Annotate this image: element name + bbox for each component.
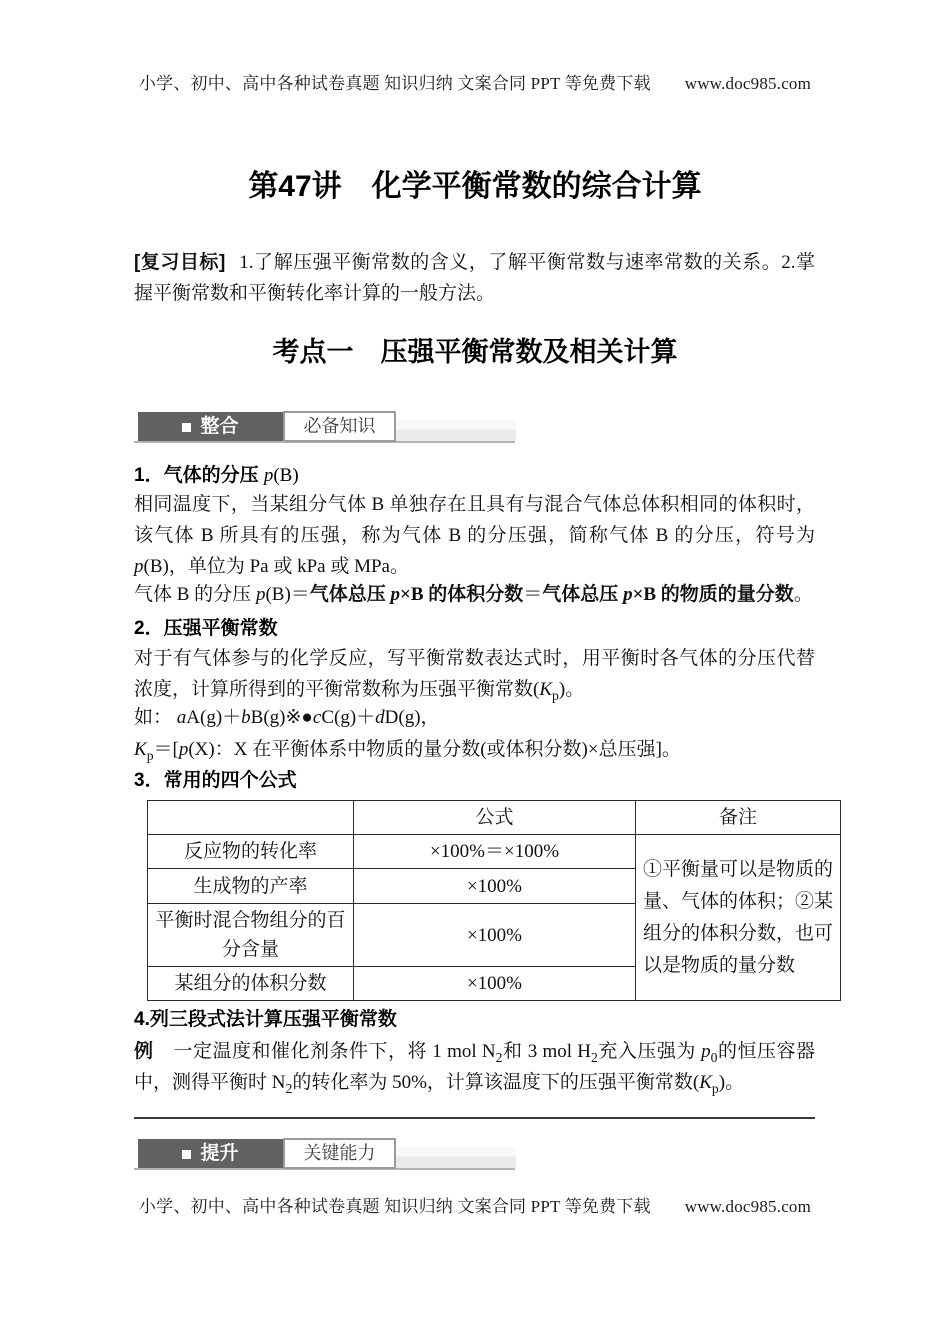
badge-integrate bbox=[134, 411, 516, 444]
table-header-row bbox=[148, 801, 841, 835]
para-kp-definition: 对于有气体参与的化学反应，写平衡常数表达式时，用平衡时各气体的分压代替浓度，计算所得到的平衡常数称为压强平衡常数$(K_p)$。 bbox=[134, 648, 815, 703]
badge-pill-key-ability: 关键能力 bbox=[283, 1138, 396, 1169]
badge-tab-integrate-label: 整合 bbox=[200, 416, 239, 437]
badge-tab-integrate bbox=[138, 412, 283, 441]
th-remark: 备注 bbox=[636, 801, 841, 835]
review-goal-text: 1.了解压强平衡常数的含义，了解平衡常数与速率常数的关系。2.掌握平衡常数和平衡转化率计算的一般方法。 bbox=[134, 252, 815, 304]
cell-percent-content-formula: ×100% bbox=[354, 904, 636, 967]
formula-table bbox=[147, 800, 841, 1001]
example-paragraph bbox=[134, 1036, 815, 1098]
heading-four-formulas: 3．常用的四个公式 bbox=[134, 770, 297, 791]
badge-tab-improve-label: 提升 bbox=[200, 1143, 239, 1164]
example-label: 例 bbox=[134, 1041, 154, 1062]
badge-fade-bar bbox=[396, 420, 516, 441]
th-formula: 公式 bbox=[354, 801, 636, 835]
page-header bbox=[0, 69, 950, 94]
doc-title: 第47讲 化学平衡常数的综合计算 bbox=[248, 170, 702, 203]
badge-pill-essential-knowledge: 必备知识 bbox=[283, 411, 396, 442]
badge-fade-bar bbox=[396, 1147, 516, 1168]
line-kp-expression: $K_p=[p(X)$：X 在平衡体系中物质的量分数(或体积分数)×总压强]。 bbox=[134, 739, 681, 763]
review-goal-paragraph bbox=[134, 247, 815, 309]
th-blank bbox=[148, 801, 354, 835]
cell-conversion-rate-label: 反应物的转化率 bbox=[148, 835, 354, 869]
footer-url-link[interactable]: www.doc985.com bbox=[684, 1197, 812, 1216]
table-row-conversion-rate bbox=[148, 835, 841, 869]
bullet-square-icon bbox=[182, 423, 191, 432]
header-text: 小学、初中、高中各种试卷真题 知识归纳 文案合同 PPT 等免费下载 bbox=[138, 74, 651, 93]
cell-product-yield-formula: ×100% bbox=[354, 869, 636, 904]
example-text: 一定温度和催化剂条件下，将 1 mol $N_2$和 3 mol $H_2$充入压强为 $p_0$的恒压容器中，测得平衡时 $N_2$的转化率为 50%，计算该温度下的压强平衡常数$(K_p)$。 bbox=[134, 1041, 815, 1096]
bullet-square-icon bbox=[182, 1150, 191, 1159]
answer-blank-line bbox=[134, 1117, 815, 1119]
heading-gas-partial-pressure: 1．气体的分压 p(B) bbox=[134, 465, 299, 486]
cell-product-yield-label: 生成物的产率 bbox=[148, 869, 354, 904]
para-partial-pressure-definition: 相同温度下，当某组分气体 B 单独存在且具有与混合气体总体积相同的体积时，该气体 B 所具有的压强，称为气体 B 的分压强，简称气体 B 的分压，符号为 p(B)，单位为 Pa 或 kPa 或 MPa。 bbox=[134, 494, 815, 577]
cell-conversion-rate-formula: ×100%＝×100% bbox=[354, 835, 636, 869]
line-partial-pressure-formula: 气体 B 的分压 p(B)＝气体总压 p×B 的体积分数＝气体总压 p×B 的物质的量分数。 bbox=[134, 584, 813, 605]
cell-percent-content-label: 平衡时混合物组分的百分含量 bbox=[148, 904, 354, 967]
footer-text: 小学、初中、高中各种试卷真题 知识归纳 文案合同 PPT 等免费下载 bbox=[138, 1197, 651, 1216]
cell-volume-fraction-formula: ×100% bbox=[354, 967, 636, 1001]
line-example-reaction: 如： aA(g)＋bB(g)※●cC(g)＋dD(g)， bbox=[134, 707, 440, 728]
badge-tab-improve bbox=[138, 1139, 283, 1168]
heading-three-step-method: 4.列三段式法计算压强平衡常数 bbox=[134, 1009, 397, 1030]
badge-improve bbox=[134, 1138, 516, 1171]
page-footer bbox=[0, 1192, 950, 1217]
section-title-kaodian-1: 考点一 压强平衡常数及相关计算 bbox=[272, 337, 678, 367]
cell-volume-fraction-label: 某组分的体积分数 bbox=[148, 967, 354, 1001]
review-goal-label: [复习目标] bbox=[134, 252, 226, 273]
cell-remark: ①平衡量可以是物质的量、气体的体积；②某组分的体积分数，也可以是物质的量分数 bbox=[636, 835, 841, 1001]
header-url-link[interactable]: www.doc985.com bbox=[684, 74, 812, 93]
heading-pressure-equilibrium-constant: 2．压强平衡常数 bbox=[134, 618, 278, 639]
